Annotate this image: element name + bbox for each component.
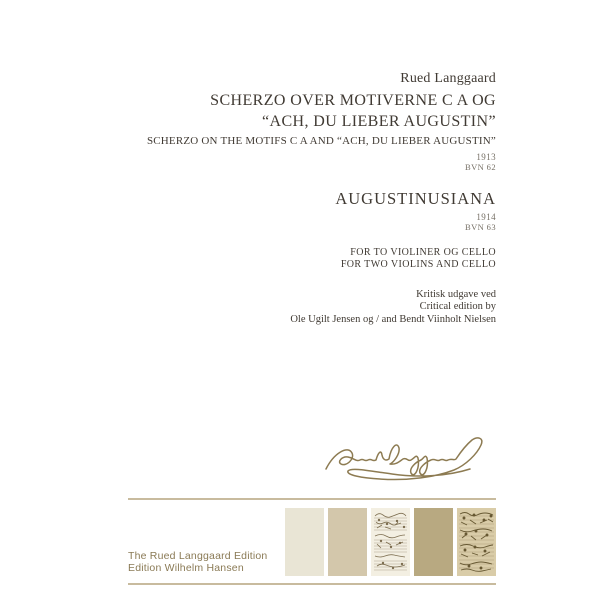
instrumentation-danish: FOR TO VIOLINER OG CELLO: [350, 247, 496, 258]
composer-name: Rued Langgaard: [400, 71, 496, 86]
work2-year: 1914: [476, 212, 496, 222]
composer-signature-icon: [318, 428, 502, 496]
instrumentation-english: FOR TWO VIOLINS AND CELLO: [340, 259, 496, 270]
editors-names: Ole Ugilt Jensen og / and Bendt Viinholt Nielsen: [290, 314, 496, 325]
work1-title-line1: SCHERZO OVER MOTIVERNE C A OG: [210, 92, 496, 109]
divider-bottom: [128, 583, 496, 585]
manuscript-thumbnail-tan-icon: [457, 508, 496, 576]
work1-title-line2: “ACH, DU LIEBER AUGUSTIN”: [262, 113, 496, 130]
publisher-block: [128, 551, 267, 574]
color-swatch-cream: [285, 508, 324, 576]
work1-title-english: SCHERZO ON THE MOTIFS C A AND “ACH, DU LIEBER AUGUSTIN”: [146, 135, 496, 147]
work1-catalog-number: BVN 62: [465, 162, 496, 172]
work2-catalog-number: BVN 63: [465, 222, 496, 232]
credit-line-english: Critical edition by: [419, 301, 496, 312]
publisher-edition-name: The Rued Langgaard Edition: [128, 550, 268, 562]
color-swatch-beige: [328, 508, 367, 576]
work2-title: AUGUSTINUSIANA: [335, 189, 496, 208]
publisher-company-name: Edition Wilhelm Hansen: [128, 561, 244, 574]
manuscript-thumbnail-light-icon: [371, 508, 410, 576]
color-swatch-khaki: [414, 508, 453, 576]
credit-line-danish: Kritisk udgave ved: [416, 289, 496, 300]
work1-year: 1913: [476, 152, 496, 162]
divider-top: [128, 498, 496, 500]
